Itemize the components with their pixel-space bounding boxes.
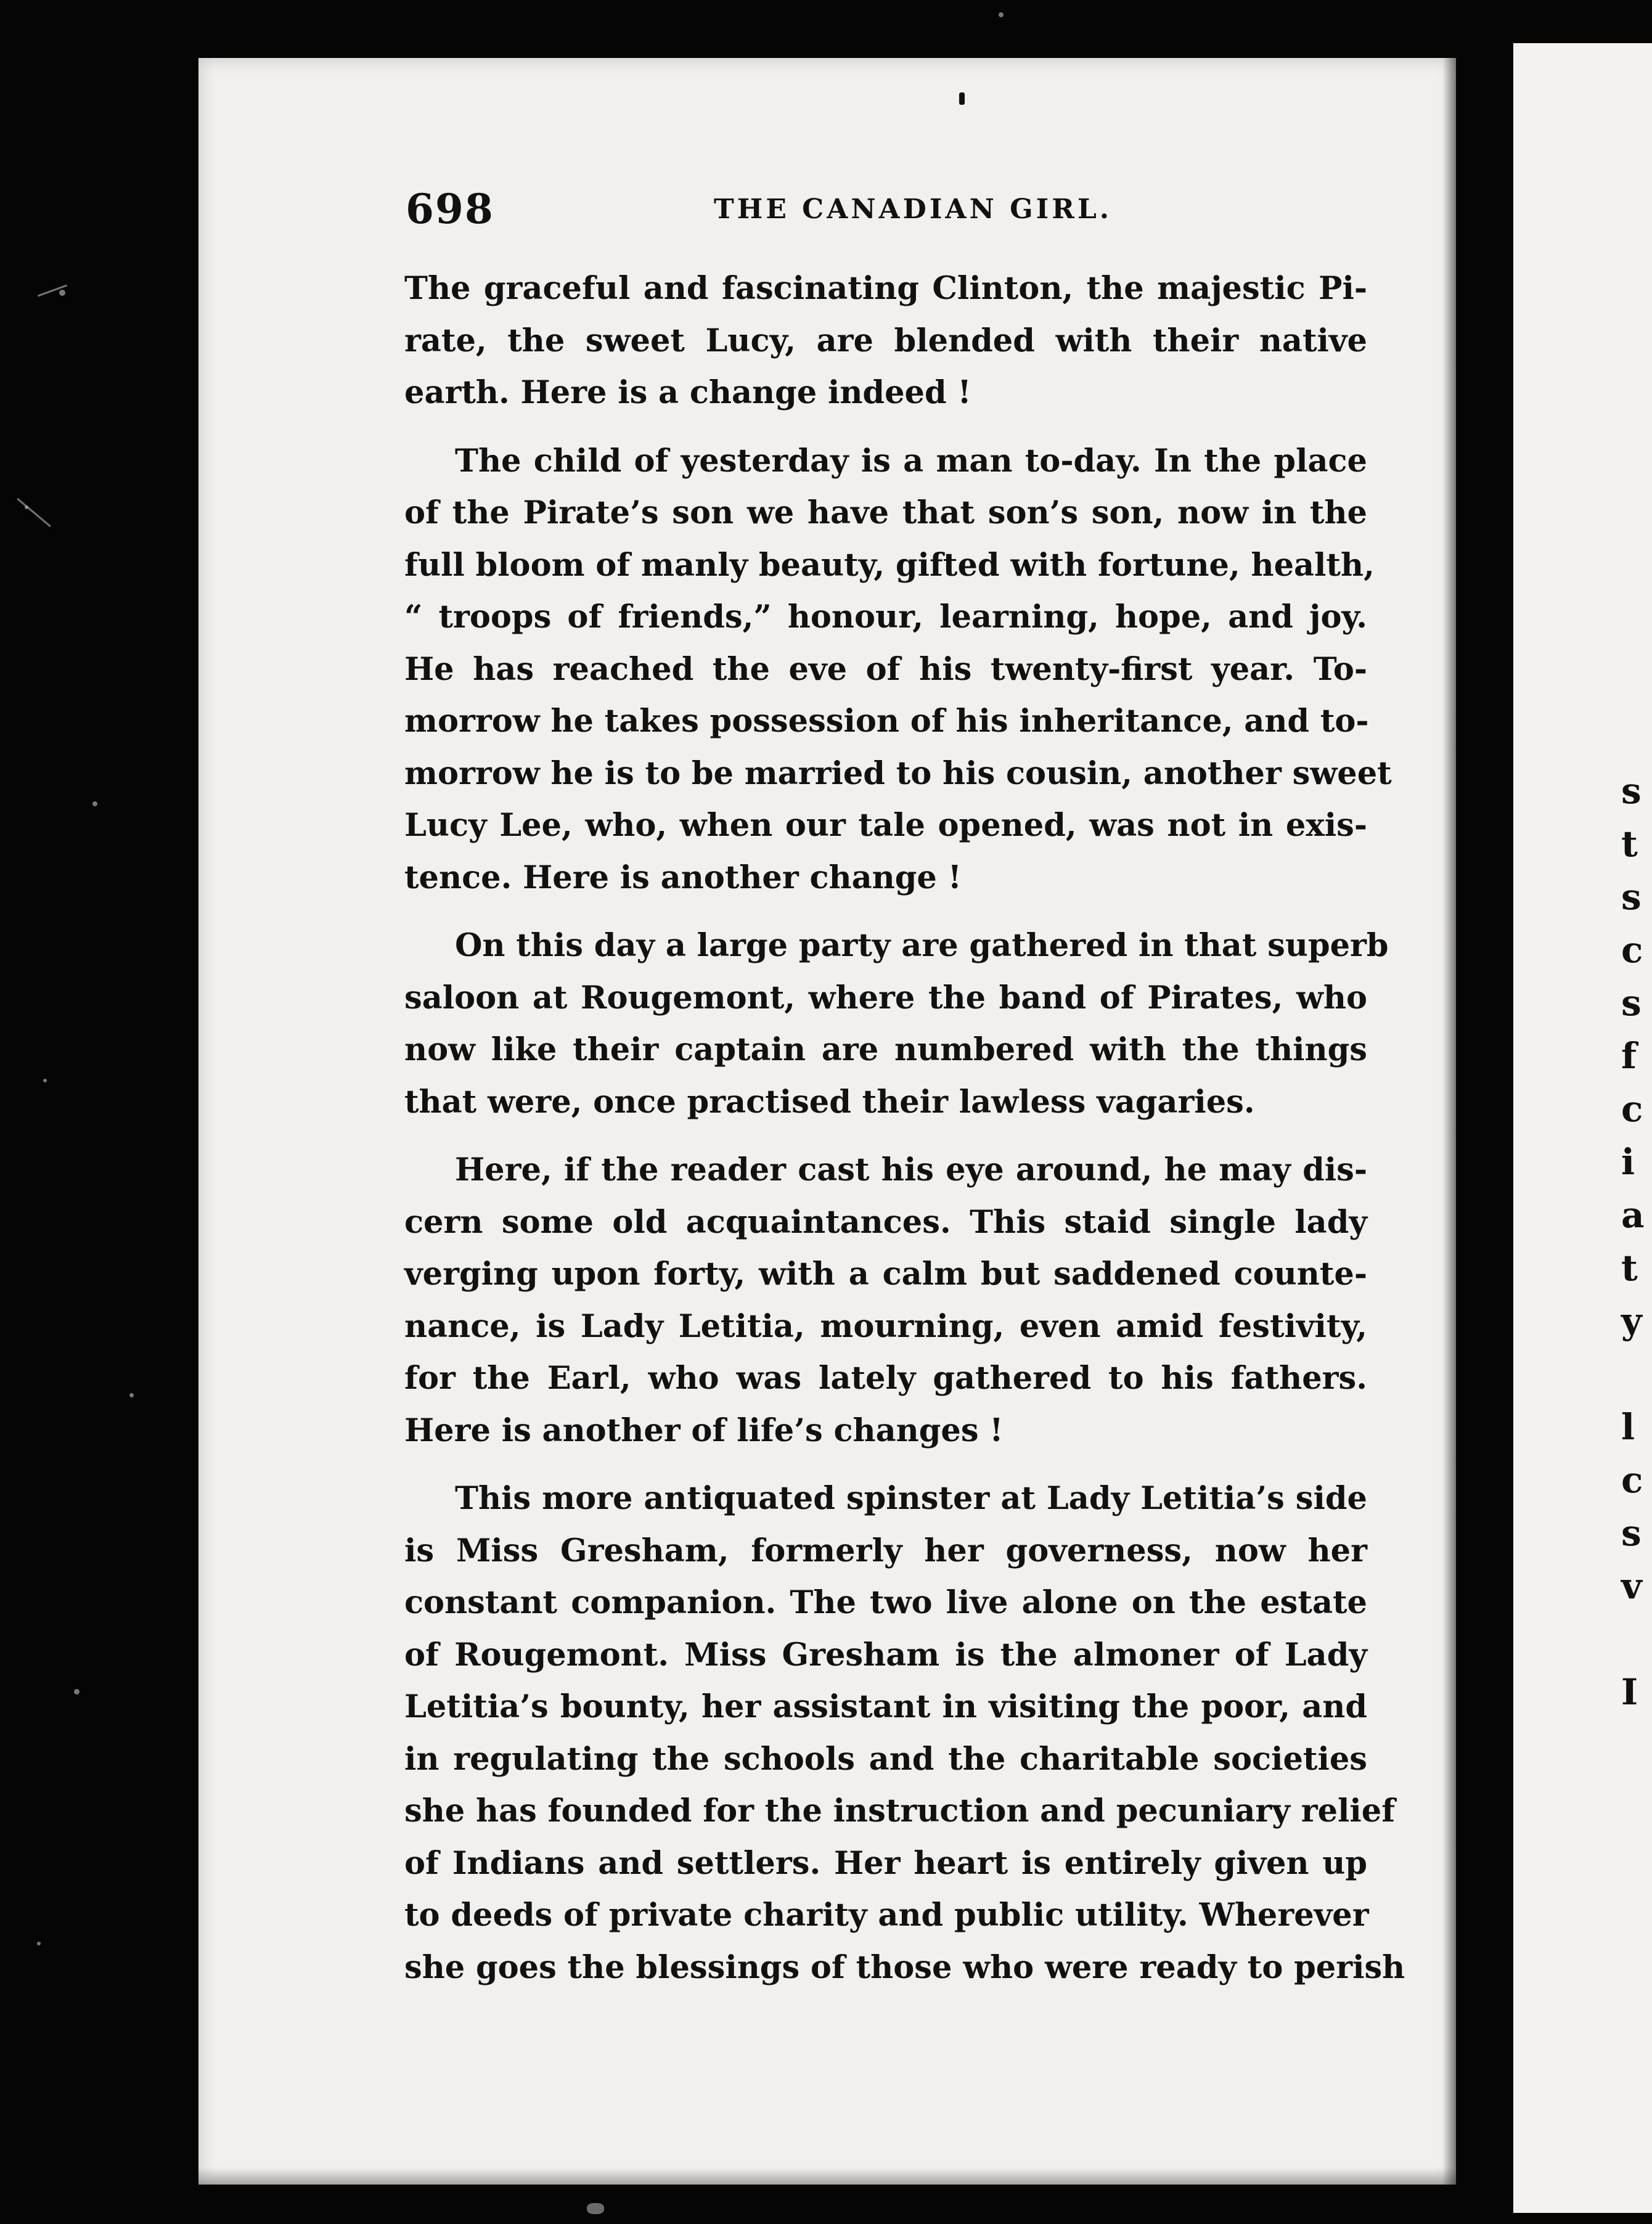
text-line: of Rougemont. Miss Gresham is the almoner of Lady — [404, 1636, 1367, 1674]
facing-page-letter: i — [1621, 1141, 1635, 1183]
facing-page-letter — [1621, 1613, 1652, 1666]
paragraph — [404, 263, 1367, 419]
text-line: On this day a large party are gathered in that superb — [455, 927, 1389, 964]
body-text — [404, 263, 1405, 1993]
text-line: cern some old acquaintances. This staid single lady — [404, 1203, 1367, 1241]
facing-page-letter — [1621, 1347, 1652, 1400]
page-header — [406, 185, 1392, 247]
facing-page-letter: a — [1621, 1194, 1645, 1236]
text-line: This more antiquated spinster at Lady Letitia’s side — [455, 1480, 1367, 1517]
text-line: saloon at Rougemont, where the band of Pirates, who — [404, 979, 1367, 1016]
text-line: now like their captain are numbered with the things — [404, 1031, 1367, 1068]
text-line: morrow he is to be married to his cousin, another sweet — [404, 754, 1392, 792]
text-line: she has founded for the instruction and pecuniary relief — [404, 1793, 1396, 1829]
text-line: full bloom of manly beauty, gifted with fortune, health, — [404, 546, 1375, 584]
text-line: The graceful and fascinating Clinton, the majestic Pi- — [404, 270, 1367, 307]
text-line: Letitia’s bounty, her assistant in visiting the poor, and — [404, 1688, 1367, 1725]
page-gutter-shadow — [1442, 58, 1456, 2185]
page-number: 698 — [406, 185, 494, 233]
text-line: constant companion. The two live alone on the estate — [404, 1584, 1367, 1621]
text-line: “ troops of friends,” honour, learning, hope, and joy. — [404, 599, 1367, 636]
paragraph-gap — [404, 904, 1367, 920]
text-line: is Miss Gresham, formerly her governess, now her — [404, 1532, 1367, 1569]
dust-speck — [43, 1079, 47, 1082]
facing-page-letter: l — [1621, 1406, 1635, 1448]
facing-page-letter: t — [1621, 1247, 1638, 1289]
facing-page-letter: t — [1621, 823, 1638, 865]
paragraph-gap — [404, 419, 1367, 435]
text-line: earth. Here is a change indeed ! — [404, 374, 971, 411]
facing-page-letter: v — [1621, 1565, 1642, 1607]
text-line: Here, if the reader cast his eye around, he may dis- — [455, 1151, 1367, 1188]
facing-page-letters — [1621, 764, 1652, 1719]
text-line: that were, once practised their lawless vagaries. — [404, 1083, 1255, 1121]
facing-page-letter: c — [1621, 1088, 1643, 1130]
text-line: Here is another of life’s changes ! — [404, 1412, 1004, 1449]
text-line: she goes the blessings of those who were ready to perish — [404, 1948, 1405, 1986]
dust-speck — [999, 12, 1004, 17]
running-head: THE CANADIAN GIRL. — [714, 194, 1113, 225]
facing-page-letter: s — [1621, 1512, 1642, 1554]
text-line: for the Earl, who was lately gathered to his fathers. — [404, 1360, 1367, 1397]
paragraph — [404, 435, 1392, 904]
dust-speck — [59, 290, 65, 296]
paragraph — [404, 1473, 1405, 1993]
ink-mark — [959, 92, 965, 105]
facing-page-letter: c — [1621, 1459, 1643, 1501]
text-line: of Indians and settlers. Her heart is entirely given up — [404, 1844, 1367, 1882]
text-line: rate, the sweet Lucy, are blended with their native — [404, 322, 1367, 359]
paragraph — [404, 920, 1389, 1128]
facing-page-letter: I — [1621, 1671, 1638, 1713]
facing-page-letter: s — [1621, 982, 1642, 1024]
dust-speck — [92, 801, 97, 806]
text-line: of the Pirate’s son we have that son’s son, now in the — [404, 494, 1367, 531]
text-line: Lucy Lee, who, when our tale opened, was not in exis- — [404, 807, 1367, 844]
dust-speck — [74, 1689, 80, 1695]
text-line: The child of yesterday is a man to-day. In the place — [455, 442, 1367, 480]
facing-page-letter: f — [1621, 1035, 1637, 1077]
paragraph — [404, 1144, 1367, 1457]
paragraph-gap — [404, 1457, 1367, 1473]
text-line: in regulating the schools and the charitable societies — [404, 1740, 1367, 1778]
text-line: tence. Here is another change ! — [404, 859, 962, 896]
dust-speck — [129, 1393, 134, 1397]
dust-speck — [37, 1942, 41, 1945]
text-line: morrow he takes possession of his inheritance, and to- — [404, 703, 1369, 740]
paragraph-gap — [404, 1128, 1367, 1144]
text-line: nance, is Lady Letitia, mourning, even amid festivity, — [404, 1307, 1367, 1345]
text-line: to deeds of private charity and public utility. Wherever — [404, 1897, 1369, 1934]
facing-page-letter: s — [1621, 876, 1642, 918]
page-bottom-edge — [198, 2167, 1456, 2185]
scan-smudge — [587, 2203, 604, 2214]
text-line: verging upon forty, with a calm but saddened counte- — [404, 1256, 1367, 1293]
facing-page-letter: y — [1621, 1300, 1642, 1342]
text-line: He has reached the eve of his twenty-first year. To- — [404, 650, 1367, 688]
facing-page-letter: c — [1621, 929, 1643, 971]
facing-page-letter: s — [1621, 770, 1642, 812]
